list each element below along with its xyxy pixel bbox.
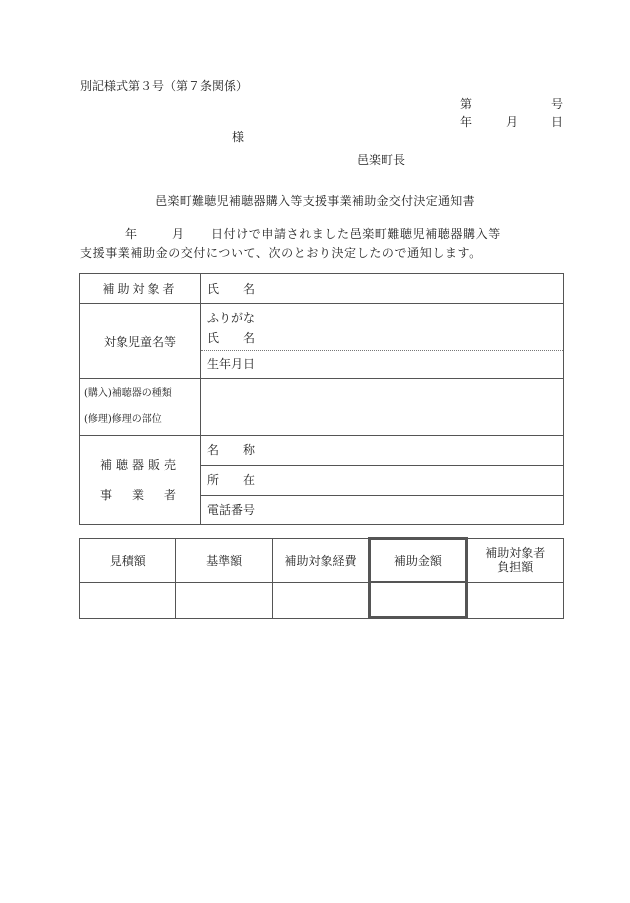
type-label bbox=[80, 379, 201, 436]
child-row bbox=[80, 304, 564, 379]
header-recipient-share-1: 補助対象者 bbox=[485, 546, 546, 560]
vendor-label-1: 補聴器販売 bbox=[99, 458, 180, 472]
header-subsidy-amount: 補助金額 bbox=[369, 538, 466, 582]
date-year: 年 bbox=[460, 115, 473, 129]
header-eligible-cost: 補助対象経費 bbox=[272, 538, 369, 582]
value-estimate[interactable] bbox=[80, 582, 176, 618]
value-standard[interactable] bbox=[176, 582, 272, 618]
type-row bbox=[80, 379, 564, 436]
number-suffix: 号 bbox=[550, 97, 563, 111]
value-recipient-share[interactable] bbox=[467, 582, 564, 618]
child-label: 対象児童名等 bbox=[80, 304, 201, 379]
child-fields bbox=[201, 304, 564, 379]
vendor-phone-field[interactable]: 電話番号 bbox=[207, 503, 256, 517]
intro-month: 月 bbox=[172, 227, 185, 241]
type-label-repair: (修理)修理の部位 bbox=[84, 414, 162, 425]
header-recipient-share bbox=[467, 538, 564, 582]
vendor-address-field[interactable]: 所 在 bbox=[201, 466, 563, 496]
amount-value-row bbox=[80, 582, 564, 618]
vendor-label-2: 事 業 者 bbox=[99, 488, 180, 502]
type-field[interactable] bbox=[201, 379, 564, 436]
type-label-purchase: (購入)補聴器の種類 bbox=[84, 388, 172, 399]
document-title: 邑楽町難聴児補聴器購入等支援事業補助金交付決定通知書 bbox=[155, 194, 475, 208]
details-table bbox=[79, 273, 564, 525]
intro-line-2: 支援事業補助金の交付について、次のとおり決定したので通知します。 bbox=[80, 246, 482, 260]
value-eligible-cost[interactable] bbox=[272, 582, 369, 618]
recipient-row bbox=[80, 274, 564, 304]
intro-line-1-text: 日付けで申請されました邑楽町難聴児補聴器購入等 bbox=[211, 227, 501, 241]
intro-year: 年 bbox=[125, 227, 138, 241]
header-standard: 基準額 bbox=[176, 538, 272, 582]
number-prefix: 第 bbox=[460, 97, 473, 111]
date-day: 日 bbox=[550, 115, 563, 129]
amount-table bbox=[79, 537, 564, 619]
child-furigana-field[interactable]: ふりがな bbox=[207, 311, 256, 325]
header-recipient-share-2: 負担額 bbox=[497, 560, 534, 574]
issuer: 邑楽町長 bbox=[357, 153, 406, 167]
amount-header-row bbox=[80, 538, 564, 582]
vendor-label bbox=[80, 436, 201, 525]
vendor-name-field[interactable]: 名 称 bbox=[201, 436, 563, 466]
addressee-suffix: 様 bbox=[232, 130, 245, 144]
date-month: 月 bbox=[506, 115, 519, 129]
recipient-label: 補助対象者 bbox=[80, 274, 201, 304]
recipient-name-field[interactable]: 氏 名 bbox=[201, 274, 564, 304]
header-estimate: 見積額 bbox=[80, 538, 176, 582]
vendor-fields bbox=[201, 436, 564, 525]
form-identifier: 別記様式第３号（第７条関係） bbox=[80, 79, 249, 93]
child-name-field[interactable]: 氏 名 bbox=[201, 328, 563, 351]
value-subsidy-amount[interactable] bbox=[369, 582, 466, 618]
child-birth-field[interactable]: 生年月日 bbox=[207, 357, 256, 371]
vendor-row bbox=[80, 436, 564, 525]
